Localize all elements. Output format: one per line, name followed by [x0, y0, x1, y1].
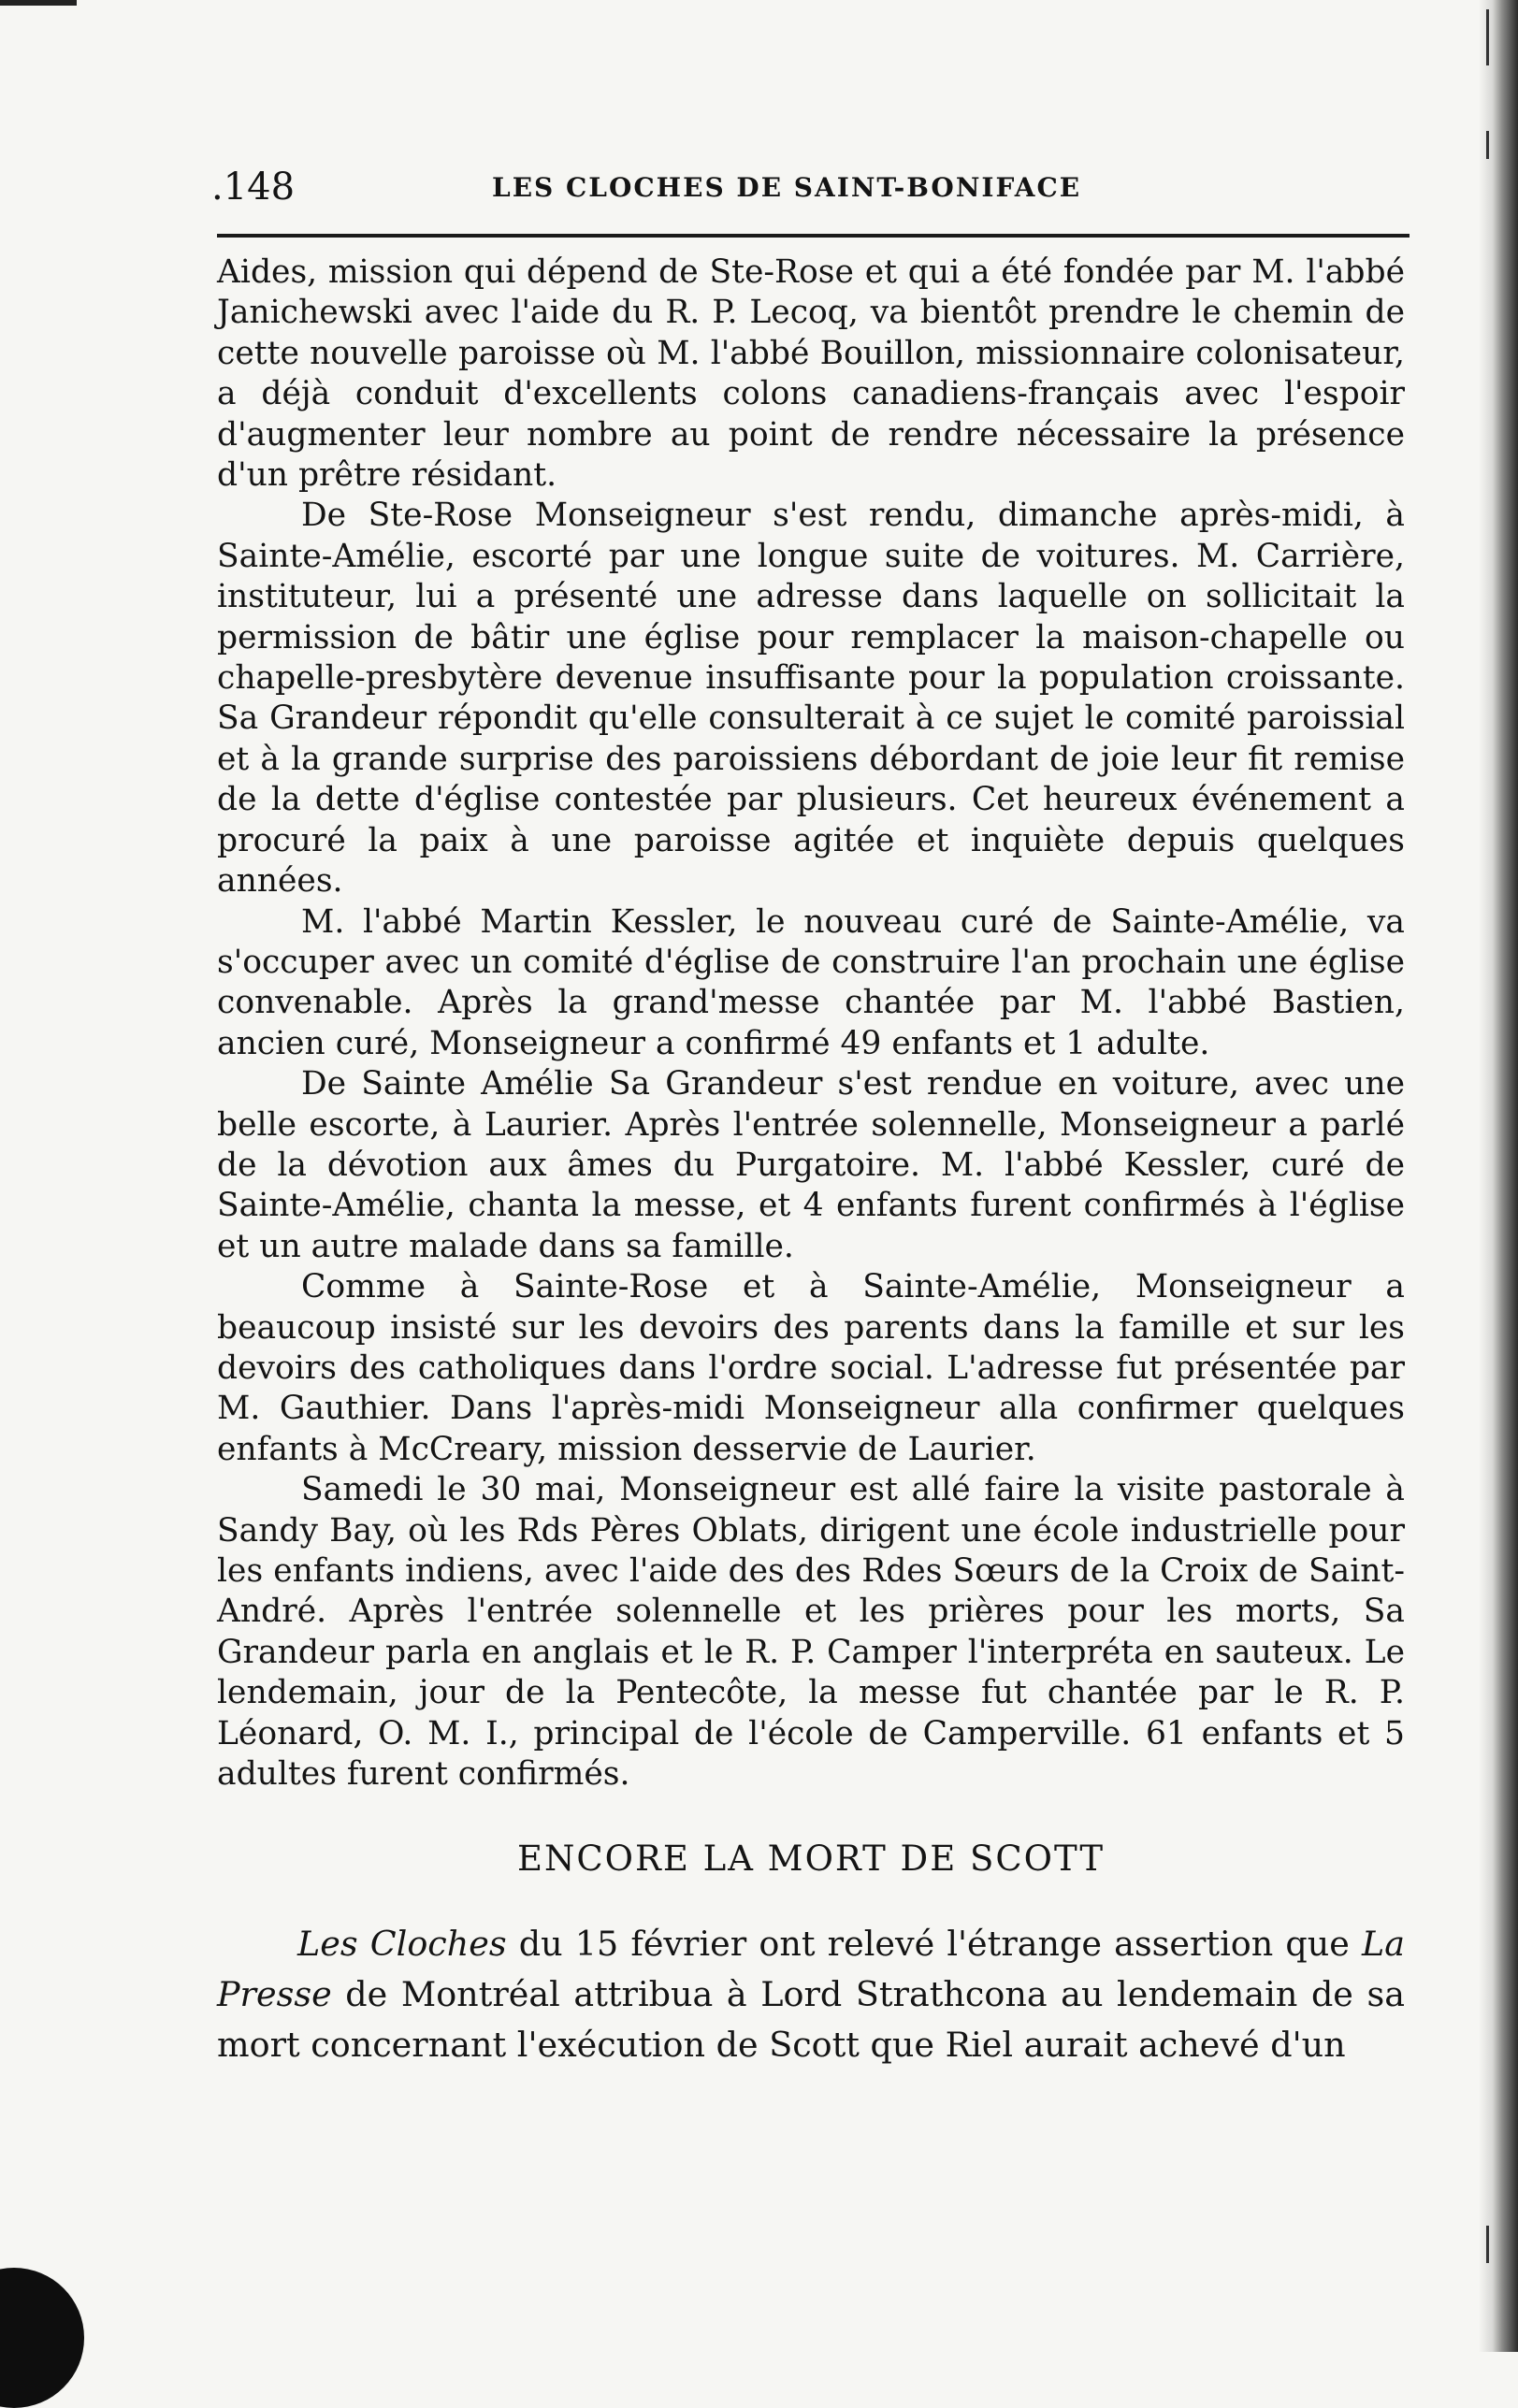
body-text: [217, 252, 1405, 1795]
scan-right-edge: [1479, 0, 1518, 2352]
paragraph: Aides, mission qui dépend de Ste-Rose et qui a été fondée par M. l'abbé Janichewski avec l'aide du R. P. Lecoq, va bientôt prendre le chemin de cette nouvelle paroisse où M. l'abbé Bouillon, missionnaire colonisateur, a déjà conduit d'excellents colons canadiens-français avec l'espoir d'augmenter leur nombre au point de rendre nécessaire la présence d'un prêtre résidant.: [217, 253, 1405, 495]
paragraph: Samedi le 30 mai, Monseigneur est allé faire la visite pastorale à Sandy Bay, où les Rds Pères Oblats, dirigent une école industrielle pour les enfants indiens, avec l'aide des des Rdes Sœurs de la Croix de Saint-André. Après l'entrée solennelle et les prières pour les morts, Sa Grandeur parla en anglais et le R. P. Camper l'interpréta en sauteux. Le lendemain, jour de la Pentecôte, la messe fut chantée par le R. P. Léonard, O. M. I., principal de l'école de Camperville. 61 enfants et 5 adultes furent confirmés.: [217, 1471, 1405, 1794]
section-text: [217, 1919, 1405, 2070]
page-header: [211, 159, 1409, 215]
page-number: .148: [211, 166, 296, 209]
paragraph: De Ste-Rose Monseigneur s'est rendu, dimanche après-midi, à Sainte-Amélie, escorté par une longue suite de voitures. M. Carrière, instituteur, lui a présenté une adresse dans laquelle on sollicitait la permission de bâtir une église pour remplacer la maison-chapelle ou chapelle-presbytère devenue insuffisante pour la population croissante. Sa Grandeur répondit qu'elle consulterait à ce sujet le comité paroissial et à la grande surprise des paroissiens débordant de joie leur fit remise de la dette d'église contestée par plusieurs. Cet heureux événement a procuré la paix à une paroisse agitée et inquiète depuis quelques années.: [217, 497, 1405, 901]
running-title: LES CLOCHES DE SAINT-BONIFACE: [492, 172, 1082, 203]
section-paragraph: [217, 1919, 1405, 2070]
paragraph: De Sainte Amélie Sa Grandeur s'est rendue en voiture, avec une belle escorte, à Laurier. Après l'entrée solennelle, Monseigneur a parlé de la dévotion aux âmes du Purgatoire. M. l'abbé Kessler, curé de Sainte-Amélie, chanta la messe, et 4 enfants furent confirmés à l'église et un autre malade dans sa famille.: [217, 1065, 1405, 1265]
scan-top-mark: [0, 0, 77, 6]
italic-title: Les Cloches: [297, 1924, 507, 1964]
italic-title: La Presse: [217, 1924, 1406, 2014]
scan-corner-shadow: [0, 2268, 84, 2408]
section-title: ENCORE LA MORT DE SCOTT: [516, 1838, 1106, 1879]
section-text-part: de Montréal attribua à Lord Strathcona au lendemain de sa mort concernant l'exécution de Scott que Riel aurait achevé d'un: [217, 1974, 1405, 2065]
paragraph: Comme à Sainte-Rose et à Sainte-Amélie, Monseigneur a beaucoup insisté sur les devoirs des parents dans la famille et sur les devoirs des catholiques dans l'ordre social. L'adresse fut présentée par M. Gauthier. Dans l'après-midi Monseigneur alla confirmer quelques enfants à McCreary, mission desservie de Laurier.: [217, 1268, 1405, 1468]
header-divider: [217, 234, 1410, 238]
paragraph: M. l'abbé Martin Kessler, le nouveau curé de Sainte-Amélie, va s'occuper avec un comité d'église de construire l'an prochain une église convenable. Après la grand'messe chantée par M. l'abbé Bastien, ancien curé, Monseigneur a confirmé 49 enfants et 1 adulte.: [217, 902, 1405, 1062]
section-text-part: du 15 février ont relevé l'étrange assertion que: [506, 1924, 1363, 1964]
